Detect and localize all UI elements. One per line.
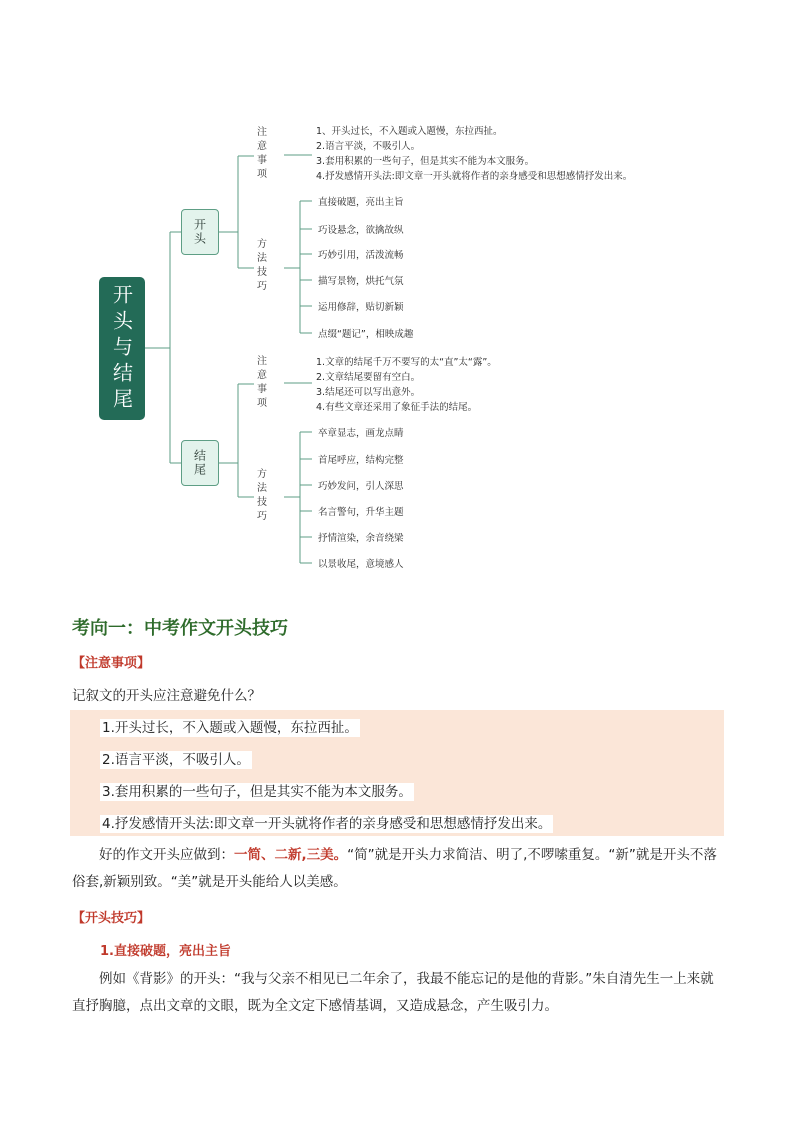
ending-notes-list bbox=[316, 355, 497, 415]
notes-tag: 【注意事项】 bbox=[72, 656, 151, 671]
ending-note: 4.有些文章还采用了象征手法的结尾。 bbox=[316, 402, 478, 413]
opening-method: 巧妙引用，活泼流畅 bbox=[318, 250, 404, 261]
opening-note: 1、开头过长，不入题或入题慢，东拉西扯。 bbox=[316, 126, 503, 137]
mind-map-root-label: 开头与结尾 bbox=[109, 283, 134, 414]
tip1-title: 1.直接破题，亮出主旨 bbox=[100, 944, 231, 959]
opening-note: 2.语言平淡，不吸引人。 bbox=[316, 141, 421, 152]
branch-opening-label: 开头 bbox=[192, 218, 207, 246]
mind-map-root bbox=[99, 277, 145, 420]
opening-method: 点缀“题记”，相映成趣 bbox=[318, 329, 414, 340]
shaded-note bbox=[100, 748, 252, 768]
opening-method: 运用修辞，贴切新颖 bbox=[318, 302, 404, 313]
opening-notes-list bbox=[316, 124, 632, 184]
opening-method: 巧设悬念，欲擒故纵 bbox=[318, 225, 404, 236]
ending-method: 名言警句，升华主题 bbox=[318, 507, 404, 518]
ending-method: 抒情渲染，余音绕梁 bbox=[318, 533, 404, 544]
shaded-note-text: 2.语言平淡，不吸引人。 bbox=[102, 752, 250, 768]
good-opening-emphasis: 一简、二新,三美。 bbox=[234, 847, 348, 863]
opening-method: 描写景物，烘托气氛 bbox=[318, 276, 404, 287]
good-opening-pre: 好的作文开头应做到： bbox=[99, 847, 234, 863]
ending-method: 卒章显志，画龙点睛 bbox=[318, 428, 404, 439]
ending-note: 1.文章的结尾千万不要写的太“直”太“露”。 bbox=[316, 357, 497, 368]
opening-method: 直接破题，亮出主旨 bbox=[318, 197, 404, 208]
shaded-note bbox=[100, 780, 414, 800]
good-opening-post: “简”就是开头力求简洁、明了,不啰嗦重复。“新”就是开头不落俗套,新颖别致。“美”就是开头能给人以美感。 bbox=[72, 847, 717, 890]
shaded-note-text: 4.抒发感情开头法:即文章一开头就将作者的亲身感受和思想感情抒发出来。 bbox=[102, 816, 552, 832]
branch-ending bbox=[181, 440, 219, 486]
ending-note: 2.文章结尾要留有空白。 bbox=[316, 372, 421, 383]
ending-method: 以景收尾，意境感人 bbox=[318, 559, 404, 570]
shaded-note-text: 3.套用积累的一些句子，但是其实不能为本文服务。 bbox=[102, 784, 412, 800]
branch-ending-label: 结尾 bbox=[192, 449, 207, 477]
ending-method: 巧妙发问，引人深思 bbox=[318, 481, 404, 492]
good-opening-paragraph bbox=[72, 842, 724, 896]
question-text: 记叙文的开头应注意避免什么？ bbox=[72, 688, 261, 704]
ending-notes-label: 注意事项 bbox=[257, 356, 267, 409]
opening-note: 3.套用积累的一些句子，但是其实不能为本文服务。 bbox=[316, 156, 535, 167]
shaded-note bbox=[100, 812, 553, 832]
ending-note: 3.结尾还可以写出意外。 bbox=[316, 387, 421, 398]
opening-note: 4.抒发感情开头法:即文章一开头就将作者的亲身感受和思想感情抒发出来。 bbox=[316, 171, 633, 182]
branch-opening bbox=[181, 209, 219, 255]
ending-method: 首尾呼应，结构完整 bbox=[318, 455, 404, 466]
ending-methods-label: 方法技巧 bbox=[257, 469, 267, 522]
tips-tag: 【开头技巧】 bbox=[72, 911, 151, 926]
opening-notes-label: 注意事项 bbox=[257, 127, 267, 180]
tip1-paragraph: 例如《背影》的开头：“我与父亲不相见已二年余了，我最不能忘记的是他的背影。”朱自清先生一上来就直抒胸臆，点出文章的文眼，既为全文定下感情基调，又造成悬念，产生吸引力。 bbox=[72, 971, 714, 1014]
shaded-note bbox=[100, 716, 360, 736]
section-title: 考向一：中考作文开头技巧 bbox=[72, 618, 288, 639]
opening-methods-label: 方法技巧 bbox=[257, 239, 267, 292]
shaded-note-text: 1.开头过长，不入题或入题慢，东拉西扯。 bbox=[102, 720, 358, 736]
